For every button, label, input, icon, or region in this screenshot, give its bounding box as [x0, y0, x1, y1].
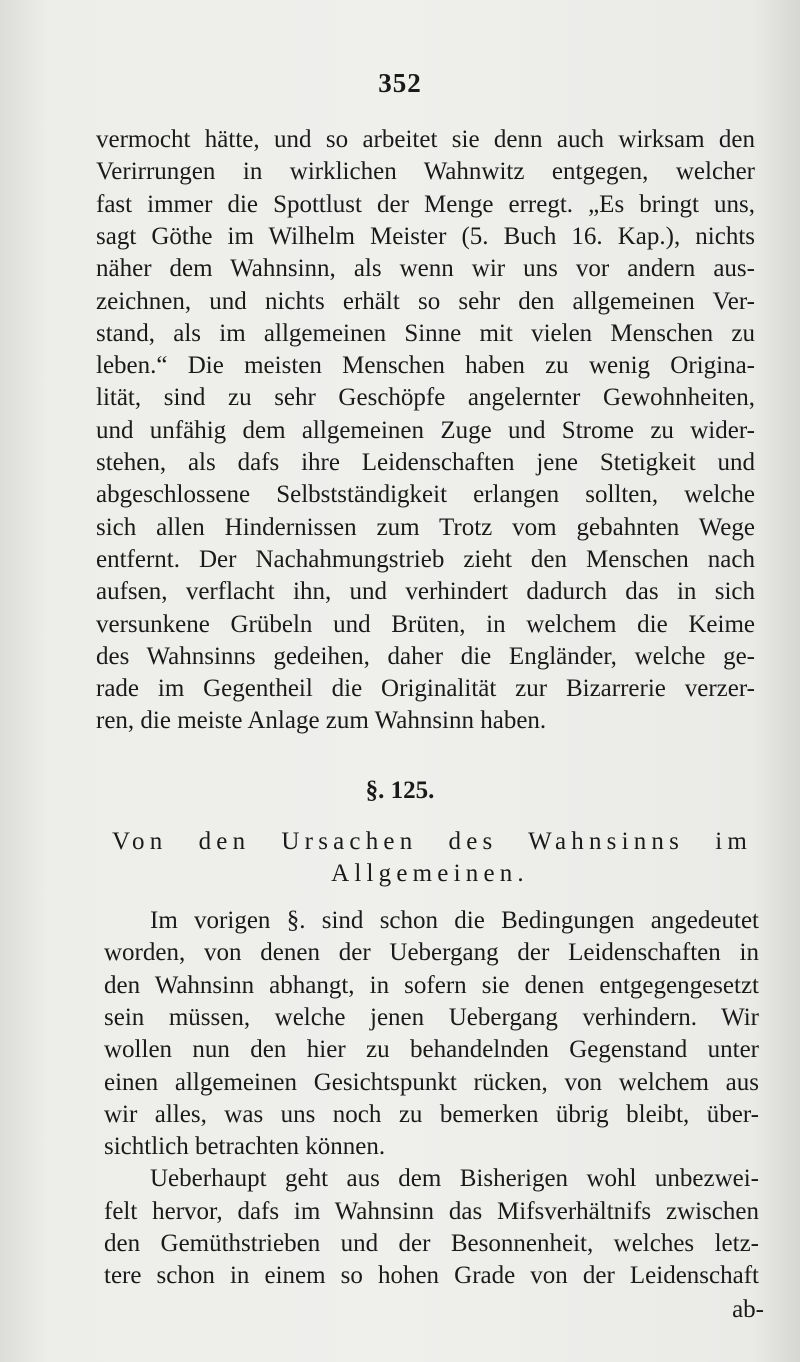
text-line: sichtlich betrachten können. — [104, 1133, 386, 1161]
text-line: sein müssen, welche jenen Uebergang verhindern. Wir — [104, 1003, 759, 1031]
text-line: wollen nun den hier zu behandelnden Gegenstand unter — [104, 1036, 759, 1064]
page-number: 352 — [378, 68, 422, 98]
text-line: lität, sind zu sehr Geschöpfe angelernter Gewohnheiten, — [96, 384, 755, 412]
text-line: näher dem Wahnsinn, als wenn wir uns vor andern aus- — [96, 255, 755, 283]
text-line: entfernt. Der Nachahmungstrieb zieht den Menschen nach — [96, 545, 755, 573]
text-line: den Gemüthstrieben und der Besonnenheit, welches letz- — [104, 1230, 759, 1257]
text-line: felt hervor, dafs im Wahnsinn das Mifsverhältnifs zwischen — [104, 1197, 759, 1225]
text-line: stand, als im allgemeinen Sinne mit vielen Menschen zu — [96, 319, 755, 347]
text-line: Ueberhaupt geht aus dem Bisherigen wohl unbezwei- — [150, 1165, 759, 1193]
text-line: leben.“ Die meisten Menschen haben zu wenig Origina- — [96, 352, 755, 380]
catchword: ab- — [732, 1296, 764, 1323]
text-line: den Wahnsinn abhangt, in sofern sie denen entgegengesetzt — [104, 971, 759, 999]
text-line: worden, von denen der Uebergang der Leidenschaften in — [104, 939, 759, 967]
text-line: zeichnen, und nichts erhält so sehr den allgemeinen Ver- — [96, 287, 755, 315]
text-line: abgeschlossene Selbstständigkeit erlangen sollten, welche — [96, 481, 755, 509]
text-line: vermocht hätte, und so arbeitet sie denn auch wirksam den — [96, 126, 755, 153]
text-line: aufsen, verflacht ihn, und verhindert dadurch das in sich — [96, 578, 755, 606]
text-line: wir alles, was uns noch zu bemerken übrig bleibt, über- — [104, 1100, 759, 1128]
text-line: Verirrungen in wirklichen Wahnwitz entgegen, welcher — [96, 158, 755, 186]
text-line: stehen, als dafs ihre Leidenschaften jene Stetigkeit und — [96, 449, 755, 476]
text-line: rade im Gegentheil die Originalität zur Bizarrerie verzer- — [96, 675, 755, 703]
section-heading-line-1: Von den Ursachen des Wahnsinns im — [112, 828, 752, 855]
text-line: Im vorigen §. sind schon die Bedingungen angedeutet — [150, 907, 759, 934]
text-line: tere schon in einem so hohen Grade von der Leidenschaft — [104, 1262, 759, 1290]
text-line: sich allen Hindernissen zum Trotz vom gebahnten Wege — [96, 513, 755, 541]
text-line: versunkene Grübeln und Brüten, in welchem die Keime — [96, 610, 755, 638]
text-line: sagt Göthe im Wilhelm Meister (5. Buch 16. Kap.), nichts — [96, 222, 755, 250]
section-number: §. 125. — [365, 777, 435, 804]
text-line: ren, die meiste Anlage zum Wahnsinn haben. — [96, 707, 547, 735]
section-heading-line-2: Allgemeinen. — [331, 860, 529, 887]
text-line: einen allgemeinen Gesichtspunkt rücken, von welchem aus — [104, 1068, 759, 1096]
text-line: und unfähig dem allgemeinen Zuge und Strome zu wider- — [96, 416, 755, 444]
text-line: fast immer die Spottlust der Menge erregt. „Es bringt uns, — [96, 190, 755, 218]
text-line: des Wahnsinns gedeihen, daher die Engländer, welche ge- — [96, 642, 755, 670]
